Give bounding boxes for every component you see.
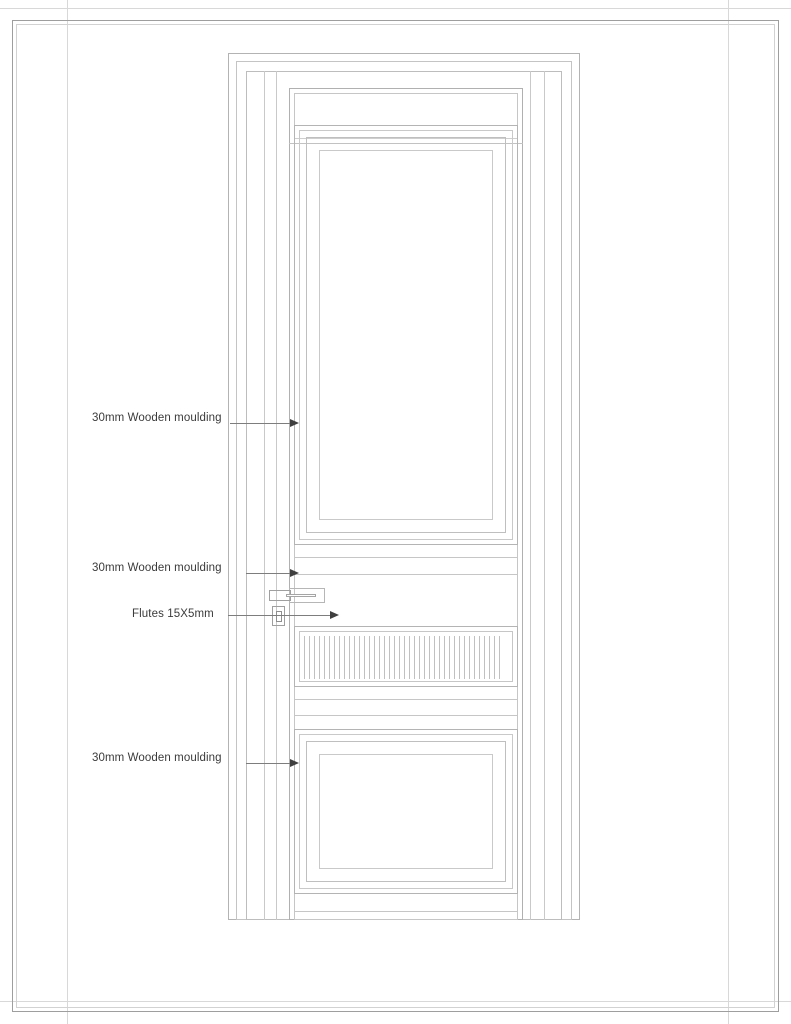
flute-line <box>369 636 370 679</box>
flute-group <box>304 636 510 679</box>
note-top-moulding-leader-line <box>230 423 292 424</box>
door-bottom-rail <box>294 911 518 912</box>
flute-line <box>389 636 390 679</box>
flute-line <box>439 636 440 679</box>
flute-line <box>349 636 350 679</box>
flute-line <box>354 636 355 679</box>
flute-line <box>329 636 330 679</box>
note-mid-moulding-arrow-icon <box>290 569 299 577</box>
flute-line <box>479 636 480 679</box>
flute-line <box>394 636 395 679</box>
flute-line <box>364 636 365 679</box>
flute-line <box>379 636 380 679</box>
flute-line <box>409 636 410 679</box>
flute-line <box>469 636 470 679</box>
note-flutes-arrow-icon <box>330 611 339 619</box>
door-rail-lower <box>294 699 518 700</box>
flute-line <box>494 636 495 679</box>
lower-panel-field <box>319 754 493 869</box>
note-bottom-moulding-arrow-icon <box>290 759 299 767</box>
flute-line <box>464 636 465 679</box>
flute-line <box>319 636 320 679</box>
flute-line <box>459 636 460 679</box>
flute-line <box>304 636 305 679</box>
flute-line <box>434 636 435 679</box>
flute-line <box>454 636 455 679</box>
flute-line <box>399 636 400 679</box>
note-flutes-label: Flutes 15X5mm <box>132 608 214 620</box>
flute-line <box>344 636 345 679</box>
flute-line <box>489 636 490 679</box>
flute-line <box>374 636 375 679</box>
jamb-reveal-right-1 <box>530 71 531 920</box>
note-mid-moulding-leader-line <box>246 573 292 574</box>
flute-line <box>424 636 425 679</box>
door-elevation <box>228 53 580 920</box>
lower-moulded-panel <box>294 729 518 894</box>
flute-line <box>414 636 415 679</box>
flute-line <box>334 636 335 679</box>
flute-line <box>419 636 420 679</box>
flute-line <box>499 636 500 679</box>
flute-line <box>359 636 360 679</box>
jamb-reveal-left-1 <box>264 71 265 920</box>
flute-line <box>339 636 340 679</box>
door-handle-lever <box>286 594 316 597</box>
note-top-moulding-arrow-icon <box>290 419 299 427</box>
jamb-reveal-left-2 <box>276 71 277 920</box>
fluted-panel <box>294 626 518 687</box>
door-rail-upper <box>294 557 518 558</box>
keyhole-icon <box>276 611 282 622</box>
upper-moulded-panel <box>294 125 518 545</box>
flute-line <box>449 636 450 679</box>
door-rail-lower-2 <box>294 715 518 716</box>
flute-line <box>484 636 485 679</box>
note-bottom-moulding-leader-line <box>246 763 292 764</box>
flute-line <box>404 636 405 679</box>
flute-line <box>309 636 310 679</box>
note-flutes-leader-line <box>228 615 334 616</box>
guide-line-horizontal-top <box>0 8 791 9</box>
flute-line <box>429 636 430 679</box>
flute-line <box>314 636 315 679</box>
jamb-reveal-right-2 <box>544 71 545 920</box>
flute-line <box>444 636 445 679</box>
note-mid-moulding-label: 30mm Wooden moulding <box>92 562 222 574</box>
upper-panel-field <box>319 150 493 520</box>
flute-line <box>324 636 325 679</box>
lock-escutcheon <box>272 606 285 626</box>
note-top-moulding-label: 30mm Wooden moulding <box>92 412 222 424</box>
flute-line <box>474 636 475 679</box>
flute-line <box>384 636 385 679</box>
door-rail-upper-2 <box>294 574 518 575</box>
note-bottom-moulding-label: 30mm Wooden moulding <box>92 752 222 764</box>
